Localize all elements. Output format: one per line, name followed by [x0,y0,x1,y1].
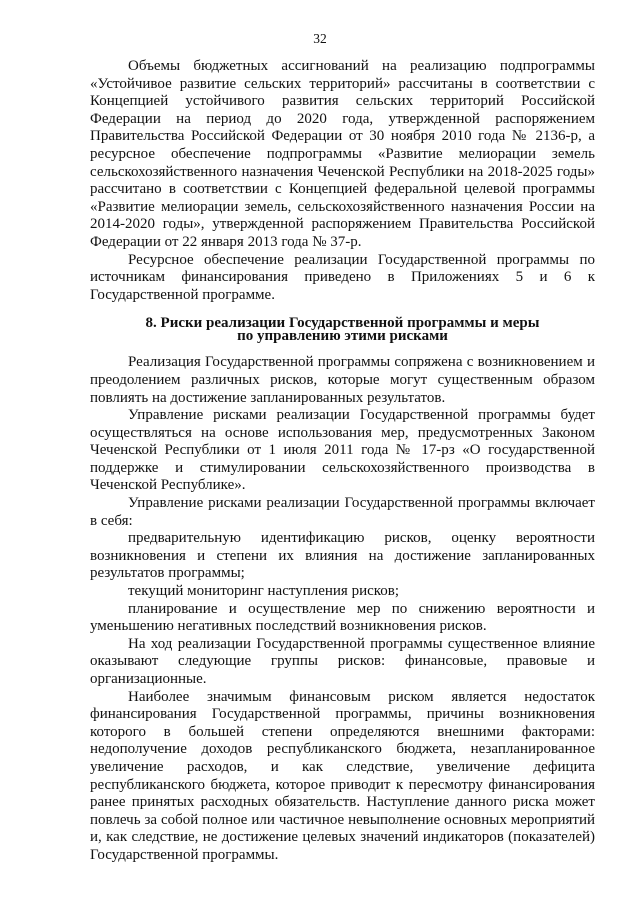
paragraph: Реализация Государственной программы сопряжена с возникновением и преодолением различных рисков, которые могут существенным образом повлиять на достижение запланированных результатов. [90,354,595,406]
paragraph: Управление рисками реализации Государственной программы включает в себя: [90,495,595,529]
paragraph: Управление рисками реализации Государственной программы будет осуществляться на основе использования мер, предусмотренных Законом Чеченской Республики от 1 июля 2011 года № 17-рз «О государственной поддержке и стимулировании сельскохозяйственного производства в Чеченской Республике». [90,407,595,494]
paragraph: Ресурсное обеспечение реализации Государственной программы по источникам финансирования приведено в Приложениях 5 и 6 к Государственной программе. [90,251,595,303]
page-content [90,58,595,865]
section-heading [90,317,595,343]
list-paragraph: текущий мониторинг наступления рисков; [128,583,400,600]
paragraph: Объемы бюджетных ассигнований на реализацию подпрограммы «Устойчивое развитие сельских территорий» рассчитаны в соответствии с Концепцией устойчивого развития сельских территорий Российской Федерации на период до 2020 года, утвержденной распоряжением Правительства Российской Федерации от 30 ноября 2010 года № 2136-р, а ресурсное обеспечение подпрограммы «Развитие мелиорации земель сельскохозяйственного назначения Чеченской Республики на 2018-2025 годы» рассчитано в соответствии с Концепцией федеральной целевой программы «Развитие мелиорации земель, сельскохозяйственного назначения России на 2014-2020 годы», утвержденной распоряжением Правительства Российской Федерации от 22 января 2013 года № 37-р. [90,58,595,250]
section-heading-line: по управлению этими рисками [237,328,448,345]
section-heading-line: 8. Риски реализации Государственной программы и меры [145,315,540,332]
paragraph: Наиболее значимым финансовым риском является недостаток финансирования Государственной программы, причины возникновения которого в большей степени определяются внешними факторами: недополучение доходов республиканского бюджета, незапланированное увеличение расходов, и как следствие, увеличение дефицита республиканского бюджета, которое приводит к пересмотру финансирования ранее принятых расходных обязательств. Наступление данного риска может повлечь за собой полное или частичное невыполнение основных мероприятий и, как следствие, не достижение целевых значений индикаторов (показателей) Государственной программы. [90,688,595,863]
paragraph: На ход реализации Государственной программы существенное влияние оказывают следующие группы рисков: финансовые, правовые и организационные. [90,635,595,687]
list-paragraph: предварительную идентификацию рисков, оценку вероятности возникновения и степени их влияния на достижение запланированных результатов программы; [90,530,595,582]
page-number: 32 [313,31,327,46]
list-paragraph: планирование и осуществление мер по снижению вероятности и уменьшению негативных последствий возникновения рисков. [90,600,595,635]
